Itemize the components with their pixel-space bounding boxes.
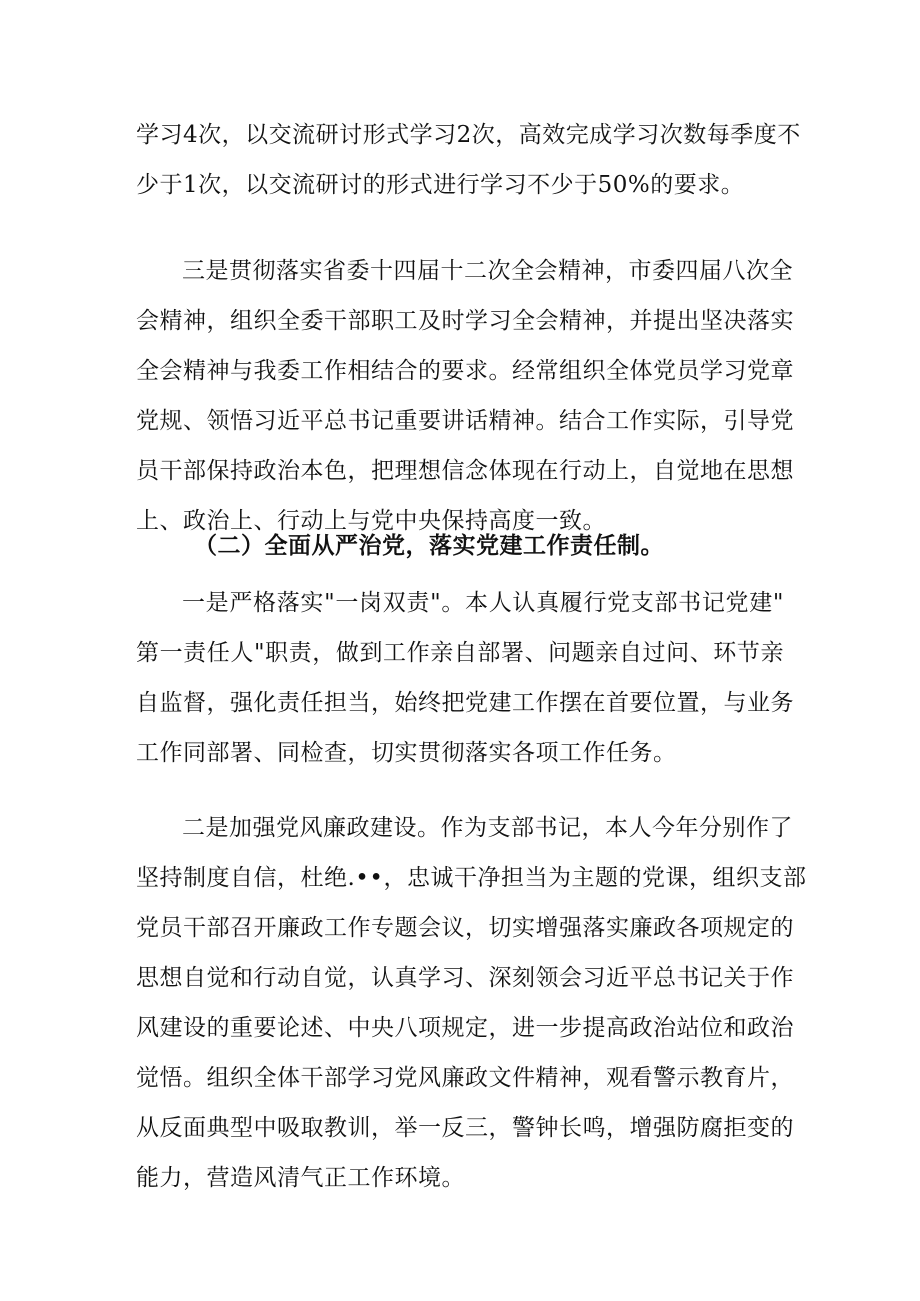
body-line: 党员干部召开廉政工作专题会议，切实增强落实廉政各项规定的 xyxy=(136,915,794,941)
body-line: 坚持制度自信，杜绝.••，忠诚干净担当为主题的党课，组织支部 xyxy=(136,865,807,891)
body-line: 党规、领悟习近平总书记重要讲话精神。结合工作实际，引导党 xyxy=(136,408,794,434)
body-line: 工作同部署、同检查，切实贯彻落实各项工作任务。 xyxy=(136,740,677,766)
body-line: 风建设的重要论述、中央八项规定，进一步提高政治站位和政治 xyxy=(136,1015,794,1041)
body-line: 一是严格落实"一岗双责"。本人认真履行党支部书记党建" xyxy=(182,590,784,616)
body-line: 能力，营造风清气正工作环境。 xyxy=(136,1165,465,1191)
body-line: 学习4次，以交流研讨形式学习2次，高效完成学习次数每季度不 xyxy=(136,122,801,148)
body-line: 思想自觉和行动自觉，认真学习、深刻领会习近平总书记关于作 xyxy=(136,965,794,991)
body-line: 少于1次，以交流研讨的形式进行学习不少于50%的要求。 xyxy=(136,172,745,198)
body-line: 全会精神与我委工作相结合的要求。经常组织全体党员学习党章 xyxy=(136,358,794,384)
body-line: 觉悟。组织全体干部学习党风廉政文件精神，观看警示教育片， xyxy=(136,1065,794,1091)
body-line: 二是加强党风廉政建设。作为支部书记，本人今年分别作了 xyxy=(182,815,793,841)
body-line: 第一责任人"职责，做到工作亲自部署、问题亲自过问、环节亲 xyxy=(136,640,784,666)
body-line: 上、政治上、行动上与党中央保持高度一致。 xyxy=(136,508,606,534)
body-line: 三是贯彻落实省委十四届十二次全会精神，市委四届八次全 xyxy=(182,258,793,284)
body-line: 自监督，强化责任担当，始终把党建工作摆在首要位置，与业务 xyxy=(136,690,794,716)
body-line: 员干部保持政治本色，把理想信念体现在行动上，自觉地在思想 xyxy=(136,458,794,484)
body-line: 会精神，组织全委干部职工及时学习全会精神，并提出坚决落实 xyxy=(136,308,794,334)
body-line: 从反面典型中吸取教训，举一反三，警钟长鸣，增强防腐拒变的 xyxy=(136,1115,794,1141)
section-heading: （二）全面从严治党，落实党建工作责任制。 xyxy=(194,533,664,559)
